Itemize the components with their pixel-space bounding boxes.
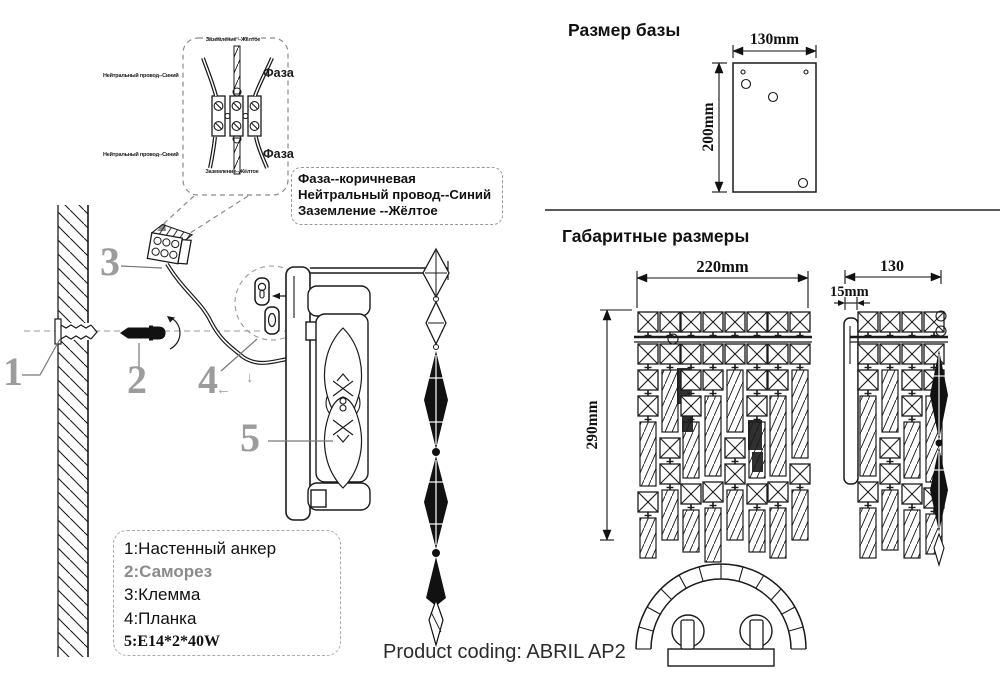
wire-color-neutral: Нейтральный провод--Синий: [298, 186, 492, 202]
base-height-label: 200mm: [700, 102, 717, 152]
parts-legend-item-4: 4:Планка: [124, 608, 197, 628]
base-width-label: 130mm: [749, 31, 800, 48]
callout-1: 1: [3, 349, 23, 394]
front-view-drawing: [600, 271, 812, 562]
wiring-ground-bottom-label: Заземление--Жёлтое: [205, 169, 259, 175]
wiring-neutral-bottom-label: Нейтральный провод--Синий: [103, 152, 179, 158]
parts-legend: [113, 530, 341, 656]
parts-legend-item-2: 2:Саморез: [124, 562, 213, 582]
side-depth-label: 15mm: [830, 284, 869, 300]
base-size-drawing: [712, 45, 816, 192]
wiring-phase-top-label: Фаза: [263, 66, 294, 80]
wiring-ground-top-label: Заземление --Жёлтое: [205, 37, 261, 43]
wire-color-phase: Фаза--коричневая: [298, 171, 416, 186]
wire-color-legend: [291, 167, 503, 225]
parts-legend-item-1: 1:Настенный анкер: [124, 539, 277, 558]
callout-3: 3: [100, 239, 120, 284]
base-size-title: Размер базы: [568, 20, 681, 40]
product-coding: Product coding: ABRIL AP2: [383, 641, 626, 663]
side-view-drawing: [834, 270, 948, 565]
down-arrow-icon: ↓: [246, 369, 254, 386]
bottom-view-drawing: [636, 564, 806, 666]
left-arrow-icon: ←: [216, 381, 231, 398]
front-height-label: 290mm: [584, 400, 601, 450]
parts-legend-item-3: 3:Клемма: [124, 585, 201, 605]
callout-5: 5: [240, 415, 260, 460]
wiring-phase-bottom-label: Фаза: [263, 147, 294, 161]
side-width-label: 130: [880, 258, 904, 275]
wiring-neutral-top-label: Нейтральный провод--Синий: [103, 73, 179, 79]
callout-2: 2: [127, 357, 147, 402]
callout-4: 4: [198, 357, 218, 402]
parts-legend-item-5: 5:E14*2*40W: [124, 632, 220, 650]
front-width-label: 220mm: [696, 257, 749, 276]
overall-dims-title: Габаритные размеры: [562, 226, 750, 246]
wire-color-ground: Заземление --Жёлтое: [298, 202, 438, 218]
